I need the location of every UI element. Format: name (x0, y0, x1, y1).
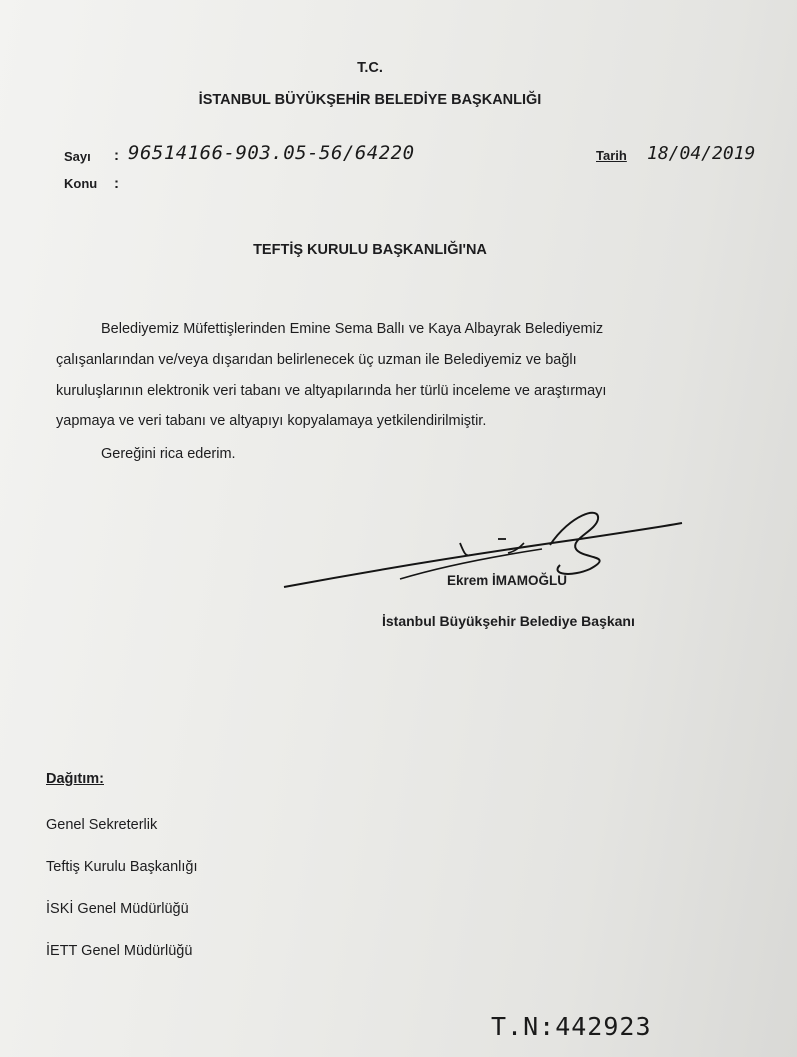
signer-title: İstanbul Büyükşehir Belediye Başkanı (382, 613, 635, 629)
konu-label: Konu (64, 176, 98, 191)
sayi-value: 96514166-903.05-56/64220 (128, 142, 415, 164)
distribution-item: İSKİ Genel Müdürlüğü (46, 901, 189, 917)
sayi-colon: : (114, 147, 119, 164)
footer-note: T.N:442923 (491, 1012, 652, 1041)
sayi-label: Sayı (64, 149, 91, 164)
body-line: Belediyemiz Müfettişlerinden Emine Sema Ballı ve Kaya Albayrak Belediyemiz (101, 321, 604, 337)
signer-name: Ekrem İMAMOĞLU (447, 573, 568, 588)
body-line: yapmaya ve veri tabanı ve altyapıyı kopyalamaya yetkilendirilmiştir. (56, 413, 487, 429)
distribution-heading: Dağıtım: (46, 771, 104, 787)
distribution-item: Genel Sekreterlik (46, 817, 158, 833)
institution-heading: İSTANBUL BÜYÜKŞEHİR BELEDİYE BAŞKANLIĞI (198, 92, 542, 108)
addressee-heading: TEFTİŞ KURULU BAŞKANLIĞI'NA (253, 242, 487, 258)
konu-colon: : (114, 175, 119, 192)
tarih-label: Tarih (596, 148, 627, 163)
distribution-item: Teftiş Kurulu Başkanlığı (46, 859, 198, 875)
distribution-item: İETT Genel Müdürlüğü (46, 943, 193, 959)
tarih-value: 18/04/2019 (647, 143, 756, 164)
country-heading: T.C. (357, 60, 383, 76)
closing-line: Gereğini rica ederim. (101, 446, 236, 462)
body-line: kuruluşlarının elektronik veri tabanı ve altyapılarında her türlü inceleme ve araştırmayı (56, 383, 607, 399)
body-line: çalışanlarından ve/veya dışarıdan belirlenecek üç uzman ile Belediyemiz ve bağlı (56, 352, 577, 368)
